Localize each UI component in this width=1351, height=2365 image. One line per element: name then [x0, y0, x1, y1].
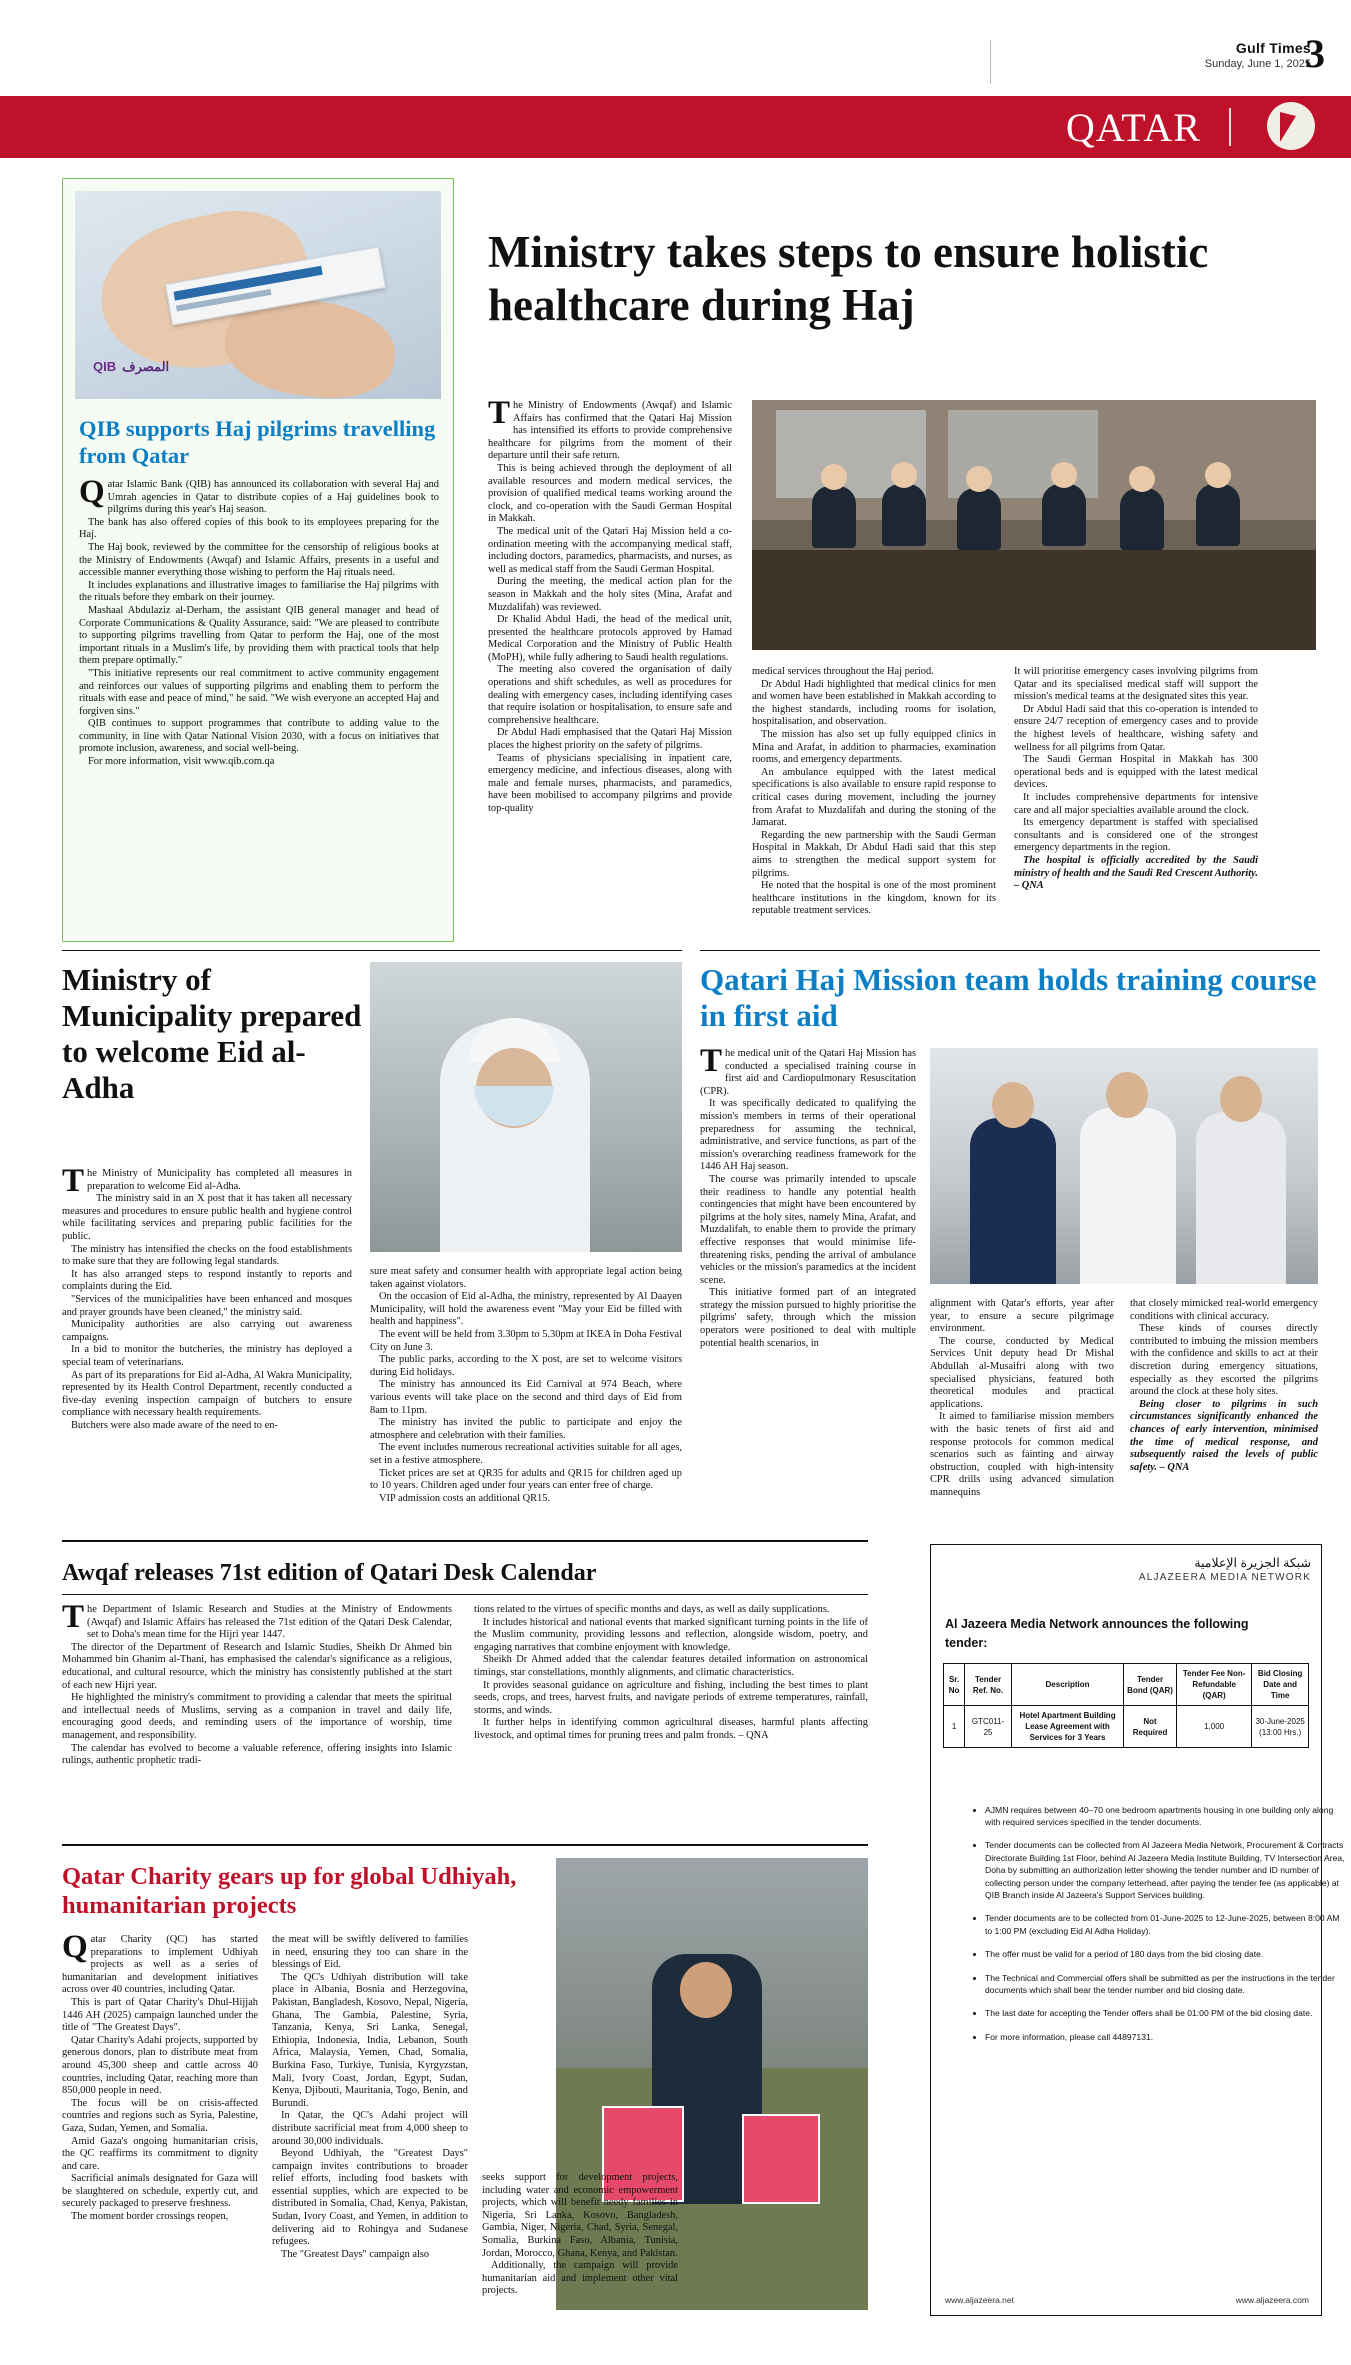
- masthead-divider: [990, 40, 991, 84]
- haj-mission-col2: alignment with Qatar's efforts, year after year, to ensure a secure pilgrimage environment. The course, conducted by Medical Services Unit deputy head Dr Mishal Abdullah al-Musaifri along with two specialised physicians, featured both theoretical modules and practical applications. It aimed to familiarise mission members with the basic tenets of first aid and response protocols for common medical scenarios such as fainting and airway obstruction, coupled with high-intensity CPR drills using advanced simulation mannequins: [930, 1298, 1114, 1498]
- url-aljazeera-net[interactable]: www.aljazeera.net: [945, 2295, 1014, 2305]
- main-headline: Ministry takes steps to ensure holistic healthcare during Haj: [488, 227, 1209, 330]
- list-item: • The last date for accepting the Tender offers shall be 01:00 PM of the bid closing date.: [985, 2007, 1349, 2019]
- haj-mission-photo: [930, 1048, 1318, 1284]
- cell-tender-bond: Not Required: [1124, 1706, 1177, 1748]
- tender-urls: [945, 2295, 1309, 2305]
- publication-name: Gulf Times: [1235, 40, 1311, 56]
- divider-rule: [62, 1540, 868, 1542]
- table-header-row: [944, 1664, 1309, 1706]
- qib-body: Qatar Islamic Bank (QIB) has announced its collaboration with several Haj and Umrah agencies in Qatar to distribute copies of a Haj guidelines book to pilgrims during this year's Haj season. The bank has also offered copies of this book to its employees preparing for the Haj. The Haj book, reviewed by the committee for the censorship of religious books at the Ministry of Endowments (Awqaf) and Islamic Affairs, presents in a useful and accessible manner everything those wishing to perform the Haj rituals need. It includes explanations and illustrative images to familiarise the Haj pilgrims with the rituals before they embark on their journey. Mashaal Abdulaziz al-Derham, the assistant QIB general manager and head of Corporate Communications & Quality Assurance, said: "We are pleased to contribute to supporting pilgrims travelling from Qatar to perform the Haj, one of the most important rituals in a Muslim's life, by providing them with practical tools that help them prepare optimally." "This initiative represents our real commitment to active community engagement and reinforces our values of supporting pilgrims and enabling them to perform the rituals with ease and peace of mind," he said. "We wish everyone an accepted Haj and forgiven sins." QIB continues to support programmes that contribute to adding value to the community, in line with Qatar National Vision 2030, with a focus on initiatives that promote inclusion, awareness, and social well-being. For more information, visit www.qib.com.qa: [79, 474, 439, 768]
- awqaf-col2: tions related to the virtues of specific months and days, as well as daily supplications. It includes historical and national events that marked significant turning points in the life of the Muslim community, providing lessons and reflection, alongside wisdom, poetry, and engaging narratives that combine enjoyment with knowledge. Sheikh Dr Ahmed added that the calendar features detailed information on astronomical timings, star constellations, monthly alignments, and climatic characteristics. It provides seasonal guidance on agriculture and fishing, including the best times to plant seeds, crops, and trees, harvest fruits, and navigate periods of extreme temperatures, rainfall, storms, and winds. It further helps in identifying common agricultural diseases, harmful plants affecting livestock, and optimal times for pruning trees and palm fronds. – QNA: [474, 1604, 868, 1741]
- qib-photo: [75, 191, 441, 399]
- haj-mission-col3: that closely mimicked real-world emergency conditions with clinical accuracy. These kinds of courses directly contributed to imbuing the mission members with the confidence and skills to act at their discretion during emergency situations, especially as they escorted the pilgrims around the clock at these holy sites. Being closer to pilgrims in such circumstances significantly enhanced the chances of early intervention, minimised the time of medical response, and subsequently raised the levels of public safety. – QNA: [1130, 1298, 1318, 1473]
- main-story-col2: medical services throughout the Haj period. Dr Abdul Hadi highlighted that medical clinics for men and women have been established in Makkah according to the highest standards, including rooms for isolation, hospitalisation, and observation. The mission has also set up fully equipped clinics in Mina and Arafat, in addition to pharmacies, examination rooms, and emergency departments. An ambulance equipped with the latest medical specifications is also available to ensure rapid response to critical cases during movement, including the journey from Arafat to Muzdalifah and during the stoning of the Jamarat. Regarding the new partnership with the Saudi German Hospital in Makkah, Dr Abdul Hadi said that this step aims to strengthen the medical support system for pilgrims. He noted that the hospital is one of the most prominent healthcare institutions in the kingdom, known for its reputable treatment services.: [752, 666, 996, 917]
- masthead: [0, 0, 1351, 150]
- tender-conditions-list: [945, 1804, 1349, 2055]
- th-bid-closing: Bid Closing Date and Time: [1252, 1664, 1309, 1706]
- list-item: • Tender documents can be collected from Al Jazeera Media Network, Procurement & Contracts Directorate Building 1st Floor, behind Al Jazeera Media Institute Building, TV Intersection Area, Doha by submitting an authorization letter showing the tender number and ID number of collecting person under the company letterhead, after paying the tender fee (as applicable) at QIB Branch inside Al Jazeera's Support Services building.: [985, 1839, 1349, 1901]
- awqaf-headline: Awqaf releases 71st edition of Qatari Desk Calendar: [62, 1560, 597, 1586]
- municipality-col1: The Ministry of Municipality has completed all measures in preparation to welcome Eid al-Adha. The ministry said in an X post that it has taken all necessary measures and procedures to ensure public health and hygiene control while facilitating services and preparing public facilities for the public. The ministry has intensified the checks on the food establishments to make sure that they are following legal standards. It has also arranged steps to respond instantly to reports and complaints during the Eid. "Services of the municipalities have been enhanced and mosques and prayer grounds have been cleaned," the ministry said. Municipality authorities are also carrying out awareness campaigns. In a bid to monitor the butcheries, the ministry has deployed a special team of veterinarians. As part of its preparations for Eid al-Adha, Al Wakra Municipality, represented by its Health Control Department, recently conducted a five-day evening inspection campaign of butchers to ensure compliance with necessary health requirements. Butchers were also made aware of the need to en-: [62, 1163, 352, 1431]
- qib-sidebar-box: [62, 178, 454, 942]
- municipality-headline: Ministry of Municipality prepared to welcome Eid al-Adha: [62, 962, 362, 1105]
- qib-headline: QIB supports Haj pilgrims travelling from Qatar: [79, 416, 436, 468]
- th-tender-fee: Tender Fee Non-Refundable (QAR): [1176, 1664, 1251, 1706]
- haj-mission-col1: The medical unit of the Qatari Haj Mission has conducted a specialised training course in first aid and Cardiopulmonary Resuscitation (CPR). It was specifically dedicated to qualifying the mission's members in terms of their operational preparedness for assuming the technical, administrative, and service functions, as part of the mission's overarching readiness framework for the 1446 AH Haj season. The course was primarily intended to upscale their readiness to handle any potential health contingencies that might have been encountered by pilgrims at the holy sites, namely Mina, Arafat, and Muzdalifah, to enable them to provide the primary effective responses that would minimise life-threatening risks, pending the arrival of ambulance vehicles or the mission's paramedics at the incident scene. This initiative formed part of an integrated strategy the mission pursued to highly prioritise the pilgrims' safety, through which the mission operators were positioned to deal with multiple potential health scenarios, in: [700, 1043, 916, 1349]
- divider-rule: [62, 1844, 868, 1846]
- banner-divider: [1229, 108, 1231, 146]
- cell-sr-no: 1: [944, 1706, 965, 1748]
- haj-mission-headline: Qatari Haj Mission team holds training course in first aid: [700, 962, 1317, 1033]
- section-banner: [0, 96, 1351, 158]
- th-description: Description: [1011, 1664, 1123, 1706]
- divider-rule: [62, 950, 682, 951]
- qatar-charity-col3: seeks support for development projects, including water and economic empowerment projects, which will benefit needy families in Nigeria, Sri Lanka, Kosovo, Bangladesh, Gambia, Niger, Nigeria, Chad, Syria, Senegal, Somalia, Burkina Faso, Albania, Tunisia, Jordan, Morocco, Ghana, Kenya, and Pakistan. Additionally, the campaign will provide humanitarian aid and implement other vital projects.: [482, 2172, 678, 2297]
- table-row: [944, 1706, 1309, 1748]
- list-item: • Tender documents are to be collected from 01-June-2025 to 12-June-2025, between 8:00 AM to 1:00 PM (excluding Eid Al Adha Holiday).: [985, 1912, 1349, 1937]
- page-number: 3: [1305, 31, 1325, 76]
- th-tender-bond: Tender Bond (QAR): [1124, 1664, 1177, 1706]
- list-item: • The offer must be valid for a period of 180 days from the bid closing date.: [985, 1948, 1349, 1960]
- aljazeera-tender-ad: [930, 1544, 1345, 2316]
- list-item: • For more information, please call 44897131.: [985, 2031, 1349, 2043]
- main-story-col3: It will prioritise emergency cases involving pilgrims from Qatar and its specialised medical staff will support the mission's medical teams at the designated sites this year. Dr Abdul Hadi said that this co-operation is intended to ensure 24/7 reception of emergency cases and to provide the highest levels of healthcare, wishing safety and wellness for all pilgrims from Qatar. The Saudi German Hospital in Makkah has 300 operational beds and is equipped with the latest medical devices. It includes comprehensive departments for intensive care and all major specialties available around the clock. Its emergency department is staffed with specialised consultants and is considered one of the strongest emergency departments in the region. The hospital is officially accredited by the Saudi ministry of health and the Saudi Red Crescent Authority. – QNA: [1014, 666, 1258, 892]
- section-title: QATAR: [1065, 105, 1201, 150]
- divider-rule: [62, 1594, 868, 1595]
- masthead-info: [1205, 40, 1311, 70]
- aljazeera-logo: شبكة الجزيرة الإعلامية ALJAZEERA MEDIA NETWORK: [1138, 1556, 1311, 1583]
- list-item: • AJMN requires between 40–70 one bedroom apartments housing in one building only along with required services specified in the tender documents.: [985, 1804, 1349, 1829]
- dhow-logo-icon: [1267, 102, 1315, 150]
- cell-tender-fee: 1,000: [1176, 1706, 1251, 1748]
- qatar-charity-headline: Qatar Charity gears up for global Udhiyah, humanitarian projects: [62, 1863, 517, 1919]
- awqaf-col1: The Department of Islamic Research and Studies at the Ministry of Endowments (Awqaf) and Islamic Affairs has released the 71st edition of the Qatari Desk Calendar, set to Doha's mean time for the Hijri year 1447. The director of the Department of Research and Islamic Studies, Sheikh Dr Ahmed bin Mohammed bin Ghanim al-Thani, has emphasised the calendar's significance as a religious, educational, and cultural resource, which the ministry has consistently published at the start of each new Hijri year. He highlighted the ministry's commitment to providing a calendar that meets the spiritual and intellectual needs of Muslims, serving as a companion in travel and daily life, encouraging good deeds, and reminding users of the importance of worship, time management, and responsibility. The calendar has evolved to become a valuable reference, offering insights into Islamic rulings, authentic prophetic tradi-: [62, 1599, 452, 1767]
- qib-logo: QIB المصرف: [93, 359, 170, 374]
- qatar-charity-col1: Qatar Charity (QC) has started preparations to implement Udhiyah projects as well as a series of humanitarian and development initiatives across over 40 countries, including Qatar. This is part of Qatar Charity's Dhul-Hijjah 1446 AH (2025) campaign launched under the title of "The Greatest Days". Qatar Charity's Adahi projects, supported by generous donors, plan to distribute meat from around 45,300 sheep and cattle across 40 countries, including Qatar, reaching more than 850,000 people in need. The focus will be on crisis-affected countries and regions such as Syria, Palestine, Gaza, Sudan, Yemen, and Somalia. Amid Gaza's ongoing humanitarian crisis, the QC reaffirms its commitment to dignity and care. Sacrificial animals designated for Gaza will be slaughtered on schedule, expertly cut, and securely packaged to preserve freshness. The moment border crossings reopen,: [62, 1929, 258, 2223]
- list-item: • The Technical and Commercial offers shall be submitted as per the instructions in the tender documents which shall bear the tender number and bid closing date.: [985, 1972, 1349, 1997]
- tender-title: Al Jazeera Media Network announces the following tender:: [945, 1617, 1249, 1650]
- cell-ref-no: GTC011-25: [965, 1706, 1012, 1748]
- th-ref-no: Tender Ref. No.: [965, 1664, 1012, 1706]
- divider-rule: [700, 950, 1320, 951]
- municipality-photo: [370, 962, 682, 1252]
- url-aljazeera-com[interactable]: www.aljazeera.com: [1235, 2295, 1309, 2305]
- main-story-photo: [752, 400, 1316, 650]
- cell-bid-closing: 30-June-2025 (13:00 Hrs.): [1252, 1706, 1309, 1748]
- cell-description: Hotel Apartment Building Lease Agreement with Services for 3 Years: [1011, 1706, 1123, 1748]
- th-sr-no: Sr. No: [944, 1664, 965, 1706]
- tender-table: [943, 1663, 1309, 1748]
- main-story-col1: The Ministry of Endowments (Awqaf) and Islamic Affairs has confirmed that the Qatari Haj Mission has intensified its efforts to provide comprehensive healthcare for pilgrims from the moment of their departure until their safe return. This is being achieved through the deployment of all available resources and modern medical services, the provision of qualified medical teams working around the clock, and co-operation with the Saudi German Hospital in Makkah. The medical unit of the Qatari Haj Mission held a co-ordination meeting with the accompanying medical staff, including doctors, paramedics, pharmacists, and nurses, as well as medical staff from the Saudi German Hospital. During the meeting, the medical action plan for the season in Makkah and the holy sites (Mina, Arafat and Muzdalifah) was reviewed. Dr Khalid Abdul Hadi, the head of the medical unit, presented the healthcare protocols approved by Hamad Medical Corporation and the Ministry of Public Health (MoPH), while fully adhering to Saudi health regulations. The meeting also covered the organisation of daily operations and shift schedules, as well as procedures for dealing with emergency cases, including identifying cases that require isolation or hospitalisation, to ensure safe and comprehensive healthcare. Dr Abdul Hadi emphasised that the Qatari Haj Mission places the highest priority on the safety of pilgrims. Teams of physicians specialising in inpatient care, emergency medicine, and infectious diseases, along with male and female nurses, pharmacists, and paramedics, have been mobilised to accompany pilgrims and provide top-quality: [488, 395, 732, 814]
- municipality-col2: sure meat safety and consumer health with appropriate legal action being taken against violators. On the occasion of Eid al-Adha, the ministry, represented by Al Daayen Municipality, will hold the awareness event "May your Eid be filled with health and happiness". The event will be held from 3.30pm to 5.30pm at IKEA in Doha Festival City on June 3. The public parks, according to the X post, are set to welcome visitors during Eid holidays. The ministry has announced its Eid Carnival at 974 Beach, where various events will take place on the second and third days of Eid from 8am to 11pm. The ministry has invited the public to participate and enjoy the atmosphere and celebration with their families. The event includes numerous recreational activities suitable for all ages, set in a festive atmosphere. Ticket prices are set at QR35 for adults and QR15 for children aged up to 10 years. Children aged under four years can enter free of charge. VIP admission costs an additional QR15.: [370, 1266, 682, 1504]
- qatar-charity-col2: the meat will be swiftly delivered to families in need, ensuring they too can share in the blessings of Eid. The QC's Udhiyah distribution will take place in Albania, Bosnia and Herzegovina, Pakistan, Bangladesh, Kosovo, Nepal, Nigeria, Ghana, The Gambia, Palestine, Syria, Tanzania, Kenya, Sri Lanka, Senegal, Ethiopia, Indonesia, India, Lebanon, South Africa, Malaysia, Yemen, Chad, Somalia, Burkina Faso, Turkiye, Tunisia, Kyrgyzstan, Mali, Ivory Coast, Jordan, Egypt, Sudan, Kenya, Djibouti, Mauritania, Togo, Benin, and Burundi. In Qatar, the QC's Adahi project will distribute sacrificial meat from 4,000 sheep to around 30,000 individuals. Beyond Udhiyah, the "Greatest Days" campaign invites contributions to broader relief efforts, including food baskets with essential supplies, which are expected to be distributed in Somalia, Chad, Kenya, Pakistan, Sudan, Ivory Coast, and Yemen, in addition to delivering aid to Rohingya and Sudanese refugees. The "Greatest Days" campaign also: [272, 1934, 468, 2260]
- publication-date: Sunday, June 1, 2025: [1204, 58, 1311, 70]
